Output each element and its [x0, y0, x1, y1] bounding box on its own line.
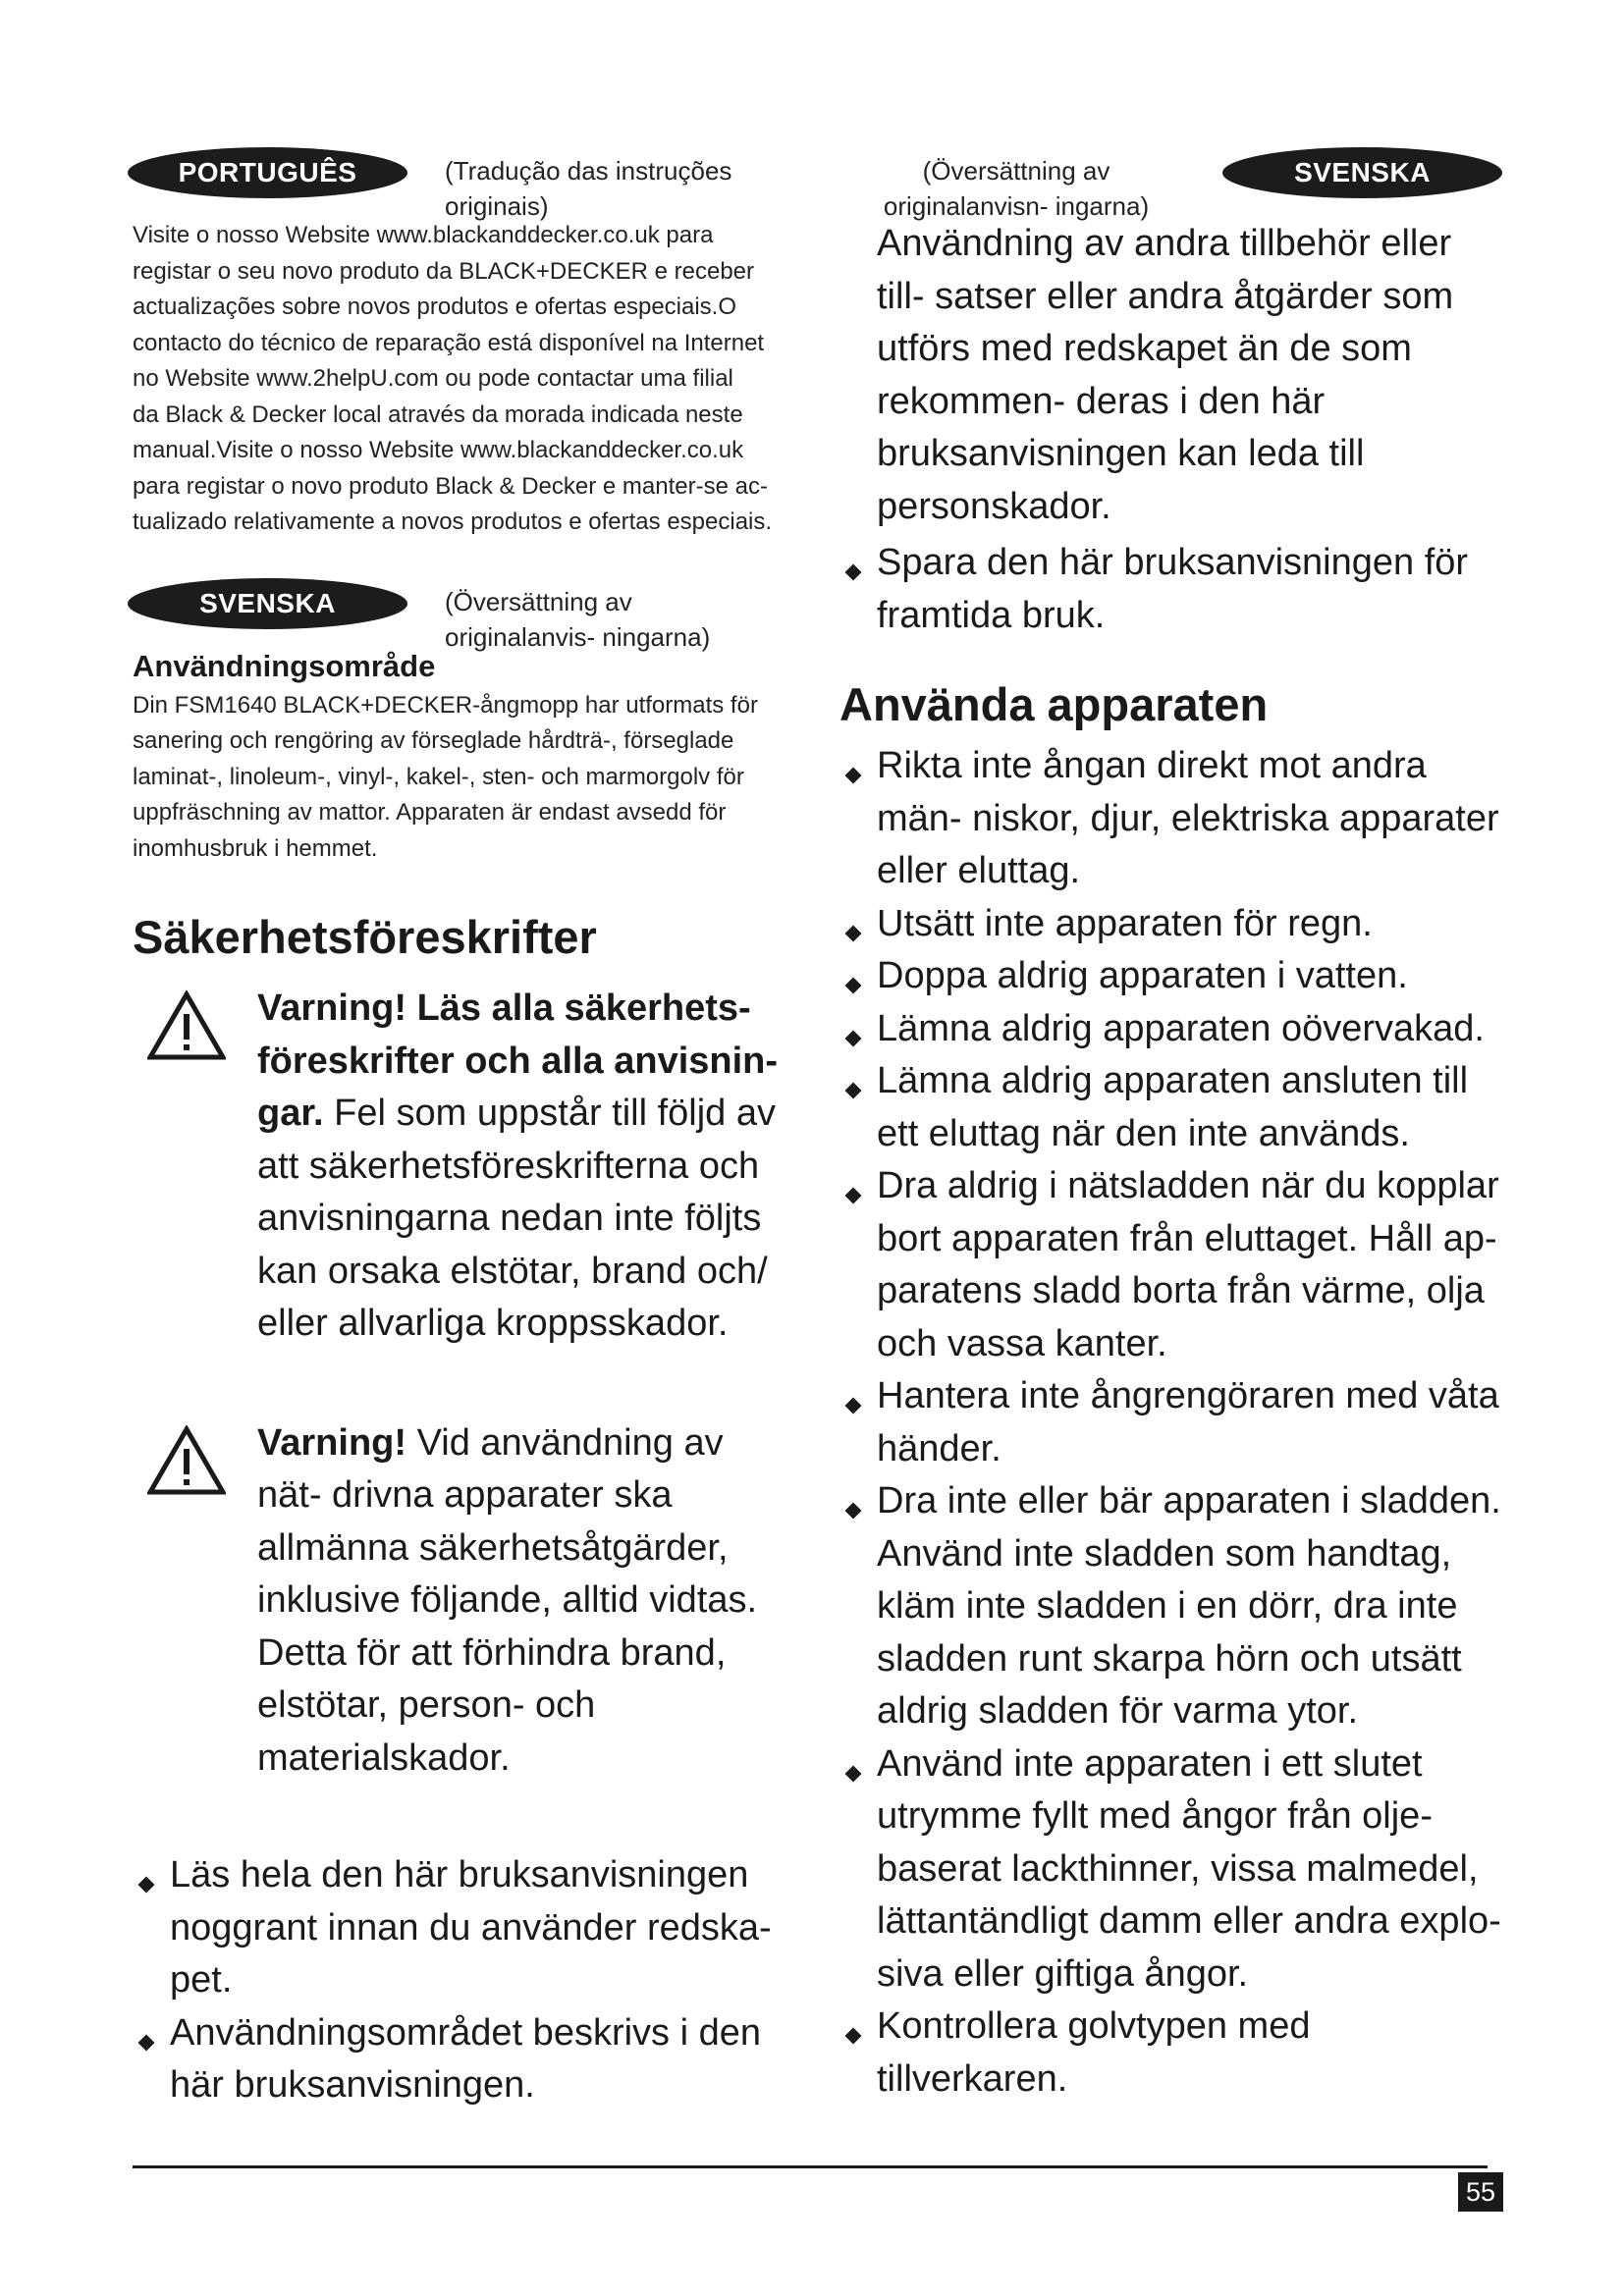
- continuation-paragraph: Användning av andra tillbehör eller till- satser eller andra åtgärder som utförs med redskapet än de som rekommen- deras i den här bruksanvisningen kan leda till personskador.: [877, 223, 1454, 527]
- diamond-bullet-icon: [845, 1765, 862, 1782]
- list-item: Rikta inte ångan direkt mot andra män- niskor, djur, elektriska apparater eller eluttag.: [839, 740, 1507, 898]
- safety-bullet-list: [133, 1849, 790, 2112]
- list-item: Använd inte apparaten i ett slutet utrymme fyllt med ångor från olje- baserat lackthinner, vissa malmedel, lättantändligt damm eller andra explo- siva eller giftiga ångor.: [839, 1738, 1507, 2002]
- usage-heading: Användningsområde: [133, 648, 436, 683]
- pt-line: registar o seu novo produto da BLACK+DECKER e receber: [133, 257, 755, 285]
- page-number: 55: [1458, 2172, 1503, 2212]
- pt-line: manual.Visite o nosso Website www.blackanddecker.co.uk: [133, 437, 744, 463]
- left-column: [133, 147, 790, 2112]
- list-item: Doppa aldrig apparaten i vatten.: [839, 950, 1507, 1003]
- portugues-header: [133, 147, 790, 226]
- list-item: Dra aldrig i nätsladden när du kopplar bort apparaten från eluttaget. Håll ap- paratens sladd borta från värme, olja och vassa kanter.: [839, 1160, 1507, 1370]
- list-item: Hantera inte ångrengöraren med våta händer.: [839, 1370, 1507, 1475]
- warning-2-bold: Varning!: [257, 1421, 407, 1464]
- warning-2-text: Vid användning av nät- drivna apparater ska allmänna säkerhetsåtgärder, inklusive följande, alltid vidtas. Detta för att förhindra brand, elstötar, person- och materialskador.: [257, 1421, 758, 1779]
- pt-line: Visite o nosso Website www.blackanddecker.co.uk para: [133, 222, 714, 248]
- svenska-header-right: [839, 147, 1507, 222]
- diamond-bullet-icon: [845, 1030, 862, 1046]
- diamond-bullet-icon: [845, 1503, 862, 1520]
- diamond-bullet-icon: [845, 768, 862, 784]
- pt-line: da Black & Decker local através da morada indicada neste: [133, 400, 743, 428]
- usage-line: sanering och rengöring av förseglade hårdträ-, förseglade: [133, 727, 734, 754]
- diamond-bullet-icon: [845, 925, 862, 941]
- warning-1-text: Fel som uppstår till följd av att säkerhetsföreskrifterna och anvisningarna nedan inte följts kan orsaka elstötar, brand och/ eller allvarliga kroppsskador.: [257, 1093, 777, 1344]
- translation-note-pt: (Tradução das instruções originais): [445, 156, 732, 221]
- language-badge-svenska: SVENSKA: [128, 578, 407, 629]
- diamond-bullet-icon: [138, 2034, 155, 2051]
- list-item: Spara den här bruksanvisningen för framtida bruk.: [839, 537, 1507, 642]
- warning-block-1: [133, 983, 790, 1351]
- pt-line: tualizado relativamente a novos produtos e ofertas especiais.: [133, 508, 773, 535]
- translation-note-sv: (Översättning av originalanvis- ningarna): [445, 586, 711, 652]
- language-badge-svenska-right: SVENSKA: [1222, 147, 1502, 198]
- language-badge-portugues: PORTUGUÊS: [128, 147, 407, 198]
- usage-description: [133, 688, 790, 868]
- diamond-bullet-icon: [845, 1083, 862, 1099]
- usage-line: laminat-, linoleum-, vinyl-, kakel-, sten- och marmorgolv för: [133, 763, 744, 790]
- usage-line: uppfräschning av mattor. Apparaten är endast avsedd för: [133, 799, 727, 826]
- list-item: Kontrollera golvtypen med tillverkaren.: [839, 2001, 1507, 2106]
- right-column: [839, 147, 1507, 2106]
- diamond-bullet-icon: [845, 564, 862, 581]
- list-item: Läs hela den här bruksanvisningen noggrant innan du använder redska- pet.: [133, 1849, 790, 2007]
- translation-note-sv-right: (Översättning av originalanvisn- ingarna): [883, 156, 1150, 221]
- diamond-bullet-icon: [845, 978, 862, 994]
- warning-block-2: [133, 1417, 790, 1786]
- pt-line: no Website www.2helpU.com ou pode contactar uma filial: [133, 365, 733, 392]
- list-item: Lämna aldrig apparaten oövervakad.: [839, 1003, 1507, 1056]
- warning-triangle-icon: [147, 1425, 226, 1496]
- diamond-bullet-icon: [845, 2028, 862, 2045]
- usage-line: inomhusbruk i hemmet.: [133, 834, 378, 862]
- pt-line: para registar o novo produto Black & Decker e manter-se ac-: [133, 472, 768, 500]
- list-item: Dra inte eller bär apparaten i sladden. Använd inte sladden som handtag, kläm inte sladden i en dörr, dra inte sladden runt skarpa hörn och utsätt aldrig sladden för varma ytor.: [839, 1475, 1507, 1738]
- portugues-intro: [133, 218, 790, 541]
- svenska-header-left: [133, 578, 790, 652]
- list-item: Användningsområdet beskrivs i den här bruksanvisningen.: [133, 2007, 790, 2112]
- usage-bullet-list: [839, 740, 1507, 2106]
- list-item: Lämna aldrig apparaten ansluten till ett eluttag när den inte används.: [839, 1055, 1507, 1160]
- pt-line: actualizações sobre novos produtos e ofertas especiais.O: [133, 294, 737, 320]
- diamond-bullet-icon: [138, 1877, 155, 1894]
- warning-1-bold: Varning! Läs alla säkerhets- föreskrifter och alla anvisnin- gar.: [257, 988, 779, 1134]
- footer-divider: [133, 2165, 1488, 2168]
- diamond-bullet-icon: [845, 1398, 862, 1415]
- warning-triangle-icon: [147, 990, 226, 1061]
- pt-line: contacto do técnico de reparação está disponível na Internet: [133, 329, 765, 356]
- using-appliance-title: Använda apparaten: [839, 678, 1269, 730]
- safety-title: Säkerhetsföreskrifter: [133, 911, 597, 963]
- top-bullet-list: [839, 537, 1507, 642]
- list-item: Utsätt inte apparaten för regn.: [839, 898, 1507, 951]
- usage-line: Din FSM1640 BLACK+DECKER-ångmopp har utformats för: [133, 691, 758, 719]
- diamond-bullet-icon: [845, 1188, 862, 1204]
